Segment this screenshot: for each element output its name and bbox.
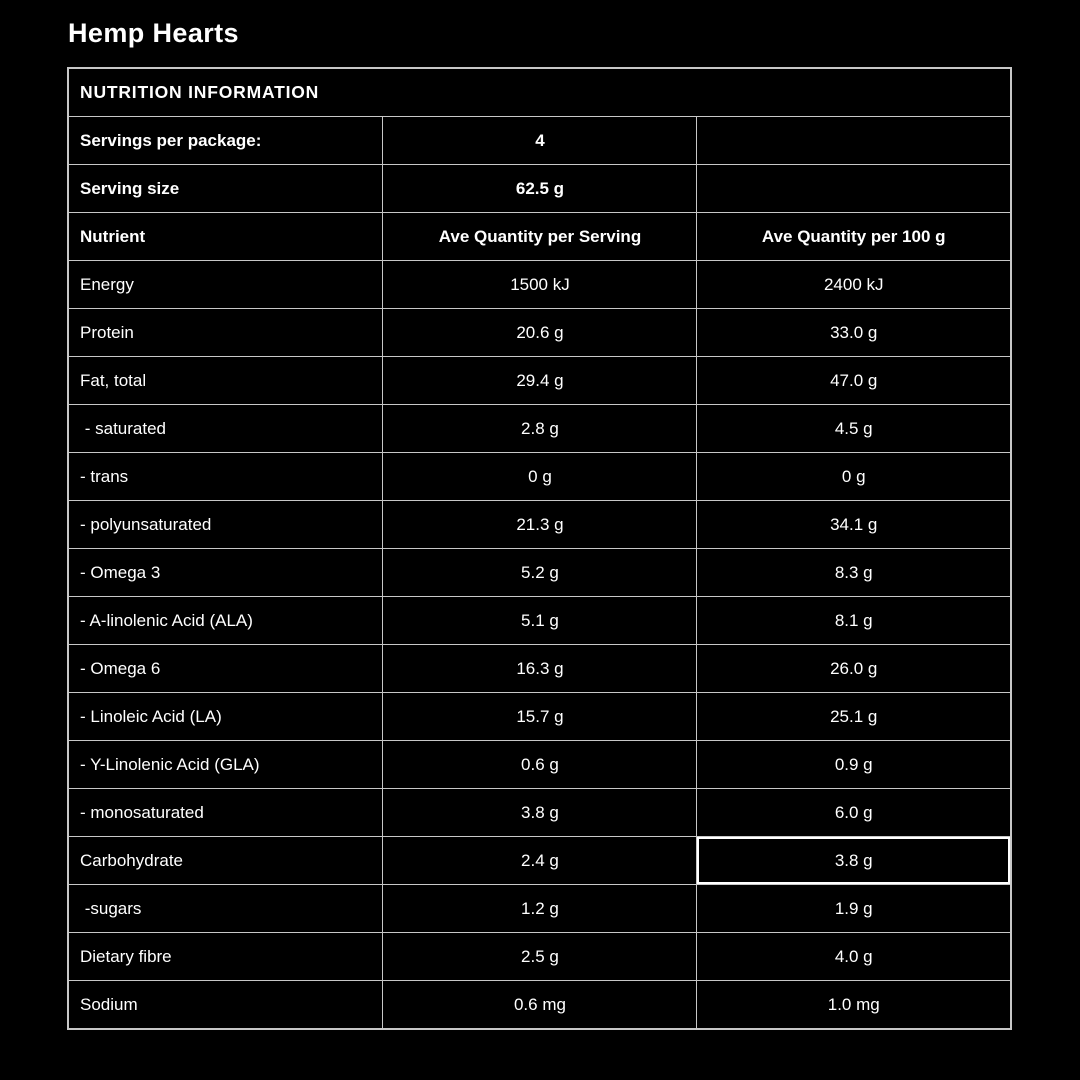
nutrient-label: - A-linolenic Acid (ALA) [68,597,383,645]
nutrient-label: - polyunsaturated [68,501,383,549]
per-100g-value: 26.0 g [697,645,1011,693]
nutrient-label: Energy [68,261,383,309]
per-100g-value: 4.5 g [697,405,1011,453]
column-header-per-100g: Ave Quantity per 100 g [697,213,1011,261]
nutrient-label: Protein [68,309,383,357]
per-serving-value: 2.5 g [383,933,697,981]
column-header-row [68,213,1011,261]
empty-cell [697,117,1011,165]
nutrient-label: - trans [68,453,383,501]
table-row [68,885,1011,933]
nutrient-label: Sodium [68,981,383,1030]
per-serving-value: 5.1 g [383,597,697,645]
per-100g-value: 33.0 g [697,309,1011,357]
per-serving-value: 3.8 g [383,789,697,837]
table-row [68,453,1011,501]
table-row [68,501,1011,549]
table-row [68,261,1011,309]
per-serving-value: 15.7 g [383,693,697,741]
page-title: Hemp Hearts [68,18,239,48]
nutrient-label: Fat, total [68,357,383,405]
nutrient-rows [68,261,1011,1030]
servings-per-package-value: 4 [383,117,697,165]
per-100g-value: 2400 kJ [697,261,1011,309]
nutrient-label: Dietary fibre [68,933,383,981]
serving-size-label: Serving size [68,165,383,213]
table-row [68,837,1011,885]
table-title: NUTRITION INFORMATION [68,68,1011,117]
table-row [68,549,1011,597]
column-header-nutrient: Nutrient [68,213,383,261]
per-100g-value: 34.1 g [697,501,1011,549]
per-serving-value: 0.6 g [383,741,697,789]
servings-per-package-label: Servings per package: [68,117,383,165]
per-100g-value: 4.0 g [697,933,1011,981]
per-100g-value: 1.0 mg [697,981,1011,1030]
nutrient-label: - Omega 3 [68,549,383,597]
per-100g-value: 1.9 g [697,885,1011,933]
per-serving-value: 0.6 mg [383,981,697,1030]
table-row [68,357,1011,405]
nutrient-label: Carbohydrate [68,837,383,885]
per-100g-value: 8.1 g [697,597,1011,645]
table-row [68,597,1011,645]
table-row [68,405,1011,453]
per-100g-value: 0 g [697,453,1011,501]
per-serving-value: 2.8 g [383,405,697,453]
per-serving-value: 1500 kJ [383,261,697,309]
per-serving-value: 29.4 g [383,357,697,405]
table-row [68,933,1011,981]
per-100g-value: 3.8 g [697,837,1011,885]
per-serving-value: 1.2 g [383,885,697,933]
per-100g-value: 8.3 g [697,549,1011,597]
empty-cell [697,165,1011,213]
column-header-per-serving: Ave Quantity per Serving [383,213,697,261]
table-row [68,741,1011,789]
per-100g-value: 25.1 g [697,693,1011,741]
per-serving-value: 0 g [383,453,697,501]
nutrient-label: -sugars [68,885,383,933]
table-title-row [68,68,1011,117]
per-serving-value: 21.3 g [383,501,697,549]
table-row [68,981,1011,1030]
per-serving-value: 16.3 g [383,645,697,693]
per-serving-value: 20.6 g [383,309,697,357]
per-100g-value: 47.0 g [697,357,1011,405]
serving-size-value: 62.5 g [383,165,697,213]
per-serving-value: 5.2 g [383,549,697,597]
nutrient-label: - monosaturated [68,789,383,837]
per-serving-value: 2.4 g [383,837,697,885]
table-row [68,645,1011,693]
nutrient-label: - saturated [68,405,383,453]
nutrient-label: - Omega 6 [68,645,383,693]
serving-size-row [68,165,1011,213]
nutrient-label: - Y-Linolenic Acid (GLA) [68,741,383,789]
table-row [68,789,1011,837]
servings-per-package-row [68,117,1011,165]
nutrient-label: - Linoleic Acid (LA) [68,693,383,741]
table-row [68,693,1011,741]
table-row [68,309,1011,357]
nutrition-table [67,67,1012,1030]
per-100g-value: 6.0 g [697,789,1011,837]
per-100g-value: 0.9 g [697,741,1011,789]
